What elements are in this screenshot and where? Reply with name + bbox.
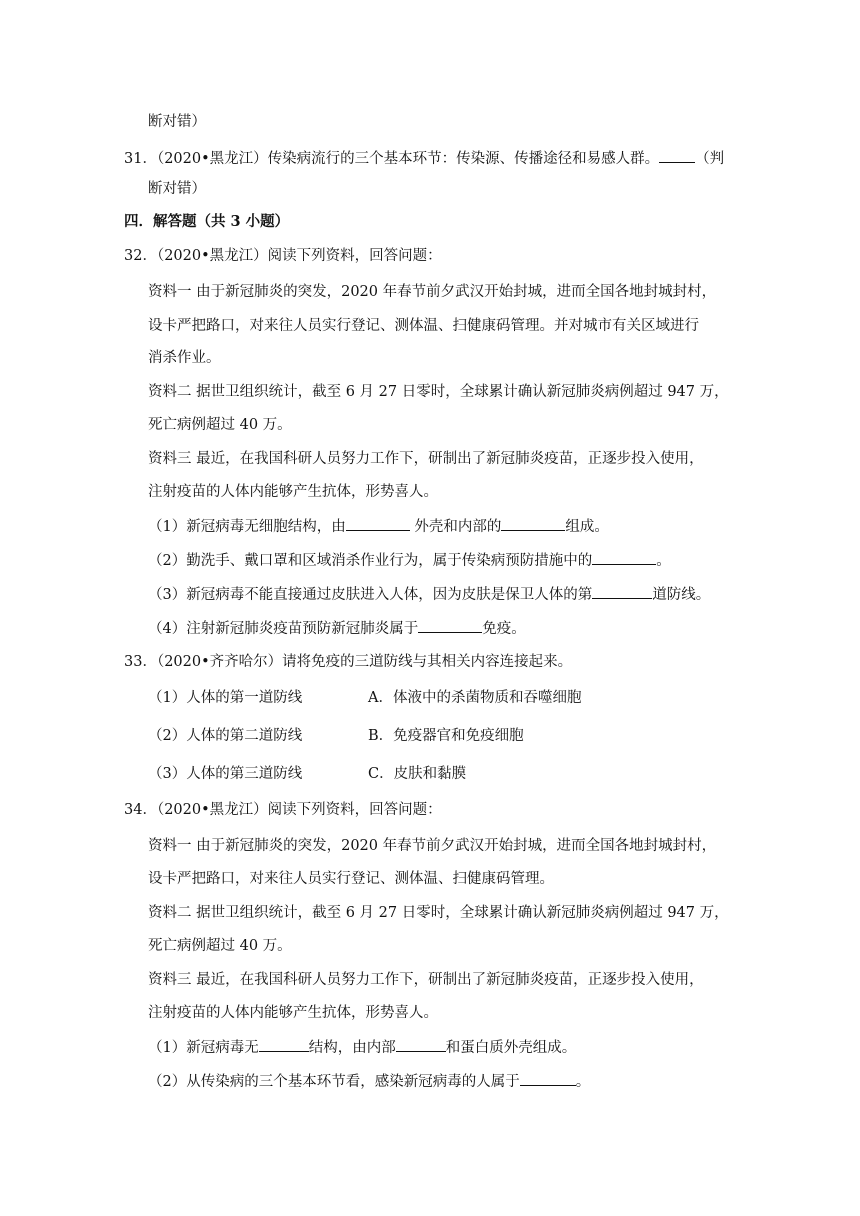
- answer-blank[interactable]: [259, 1037, 309, 1052]
- q34-material3-line2: 注射疫苗的人体内能够产生抗体，形势喜人。: [148, 1005, 438, 1021]
- q32-sub2-end: 。: [656, 553, 671, 569]
- answer-blank[interactable]: [592, 584, 652, 599]
- q32-sub3-text: （3）新冠病毒不能直接通过皮肤进入人体，因为皮肤是保卫人体的第: [148, 587, 593, 603]
- q32-material2-line2: 死亡病例超过 40 万。: [148, 417, 292, 433]
- q32-sub1-mid: 外壳和内部的: [409, 519, 502, 535]
- q34-material3-line1: 资料三 最近，在我国科研人员努力工作下，研制出了新冠肺炎疫苗，正逐步投入使用，: [148, 972, 704, 988]
- q31-line1: [124, 148, 724, 169]
- q33-right-b[interactable]: B．免疫器官和免疫细胞: [368, 728, 524, 744]
- q32-material3-line2: 注射疫苗的人体内能够产生抗体，形势喜人。: [148, 484, 438, 500]
- q32-sub1-end: 组成。: [565, 519, 609, 535]
- q32-sub3: [148, 584, 710, 605]
- q32-material1-line1: 资料一 由于新冠肺炎的突发，2020 年春节前夕武汉开始封城，进而全国各地封城封村，: [148, 284, 717, 300]
- q34-sub1: [148, 1037, 576, 1058]
- q33-left-2[interactable]: （2）人体的第二道防线: [148, 728, 303, 744]
- q34-material2-line2: 死亡病例超过 40 万。: [148, 938, 292, 954]
- section-title: 四．解答题（共 3 小题）: [124, 213, 290, 230]
- q32-material2-line1: 资料二 据世卫组织统计，截至 6 月 27 日零时，全球累计确认新冠肺炎病例超过 947 万，: [148, 384, 729, 400]
- q33-stem: 33．（2020•齐齐哈尔）请将免疫的三道防线与其相关内容连接起来。: [124, 654, 573, 670]
- q32-material1-line2: 设卡严把路口，对来往人员实行登记、测体温、扫健康码管理。并对城市有关区域进行: [148, 318, 699, 334]
- q33-right-c[interactable]: C．皮肤和黏膜: [368, 766, 467, 782]
- answer-blank[interactable]: [501, 516, 565, 531]
- q31-line2: 断对错）: [148, 181, 206, 197]
- q34-material1-line2: 设卡严把路口，对来往人员实行登记、测体温、扫健康码管理。: [148, 871, 554, 887]
- q32-sub1-text: （1）新冠病毒无细胞结构，由: [148, 519, 346, 535]
- answer-blank[interactable]: [418, 618, 482, 633]
- q32-sub4: [148, 618, 526, 639]
- q32-sub4-text: （4）注射新冠肺炎疫苗预防新冠肺炎属于: [148, 621, 419, 637]
- q32-sub3-end: 道防线。: [652, 587, 711, 603]
- q34-sub1-mid: 结构，由内部: [308, 1040, 396, 1056]
- answer-blank[interactable]: [659, 148, 695, 163]
- q32-material3-line1: 资料三 最近，在我国科研人员努力工作下，研制出了新冠肺炎疫苗，正逐步投入使用，: [148, 451, 704, 467]
- q32-stem: 32．（2020•黑龙江）阅读下列资料，回答问题：: [124, 248, 442, 264]
- q32-sub2: [148, 550, 671, 571]
- q31-text: 31．（2020•黑龙江）传染病流行的三个基本环节：传染源、传播途径和易感人群。: [124, 151, 660, 167]
- q30-tail: 断对错）: [148, 114, 206, 130]
- q34-sub2-end: 。: [575, 1074, 591, 1090]
- answer-blank[interactable]: [520, 1071, 576, 1086]
- answer-blank[interactable]: [592, 550, 656, 565]
- q33-right-a[interactable]: A．体液中的杀菌物质和吞噬细胞: [368, 690, 582, 706]
- q34-sub2-text: （2）从传染病的三个基本环节看，感染新冠病毒的人属于: [148, 1074, 520, 1090]
- answer-blank[interactable]: [346, 516, 410, 531]
- q32-sub2-text: （2）勤洗手、戴口罩和区域消杀作业行为，属于传染病预防措施中的: [148, 553, 593, 569]
- q34-sub1-text: （1）新冠病毒无: [148, 1040, 259, 1056]
- q32-sub1: [148, 516, 609, 537]
- q34-stem: 34．（2020•黑龙江）阅读下列资料，回答问题：: [124, 802, 442, 818]
- q31-suffix: （判: [695, 151, 725, 167]
- answer-blank[interactable]: [396, 1037, 446, 1052]
- q34-sub2: [148, 1071, 590, 1092]
- q33-left-1[interactable]: （1）人体的第一道防线: [148, 690, 303, 706]
- q32-material1-line3: 消杀作业。: [148, 350, 221, 366]
- q34-material2-line1: 资料二 据世卫组织统计，截至 6 月 27 日零时，全球累计确认新冠肺炎病例超过 947 万，: [148, 905, 729, 921]
- q34-sub1-end: 和蛋白质外壳组成。: [445, 1040, 577, 1056]
- q33-left-3[interactable]: （3）人体的第三道防线: [148, 766, 303, 782]
- q34-material1-line1: 资料一 由于新冠肺炎的突发，2020 年春节前夕武汉开始封城，进而全国各地封城封村，: [148, 838, 717, 854]
- q32-sub4-end: 免疫。: [482, 621, 526, 637]
